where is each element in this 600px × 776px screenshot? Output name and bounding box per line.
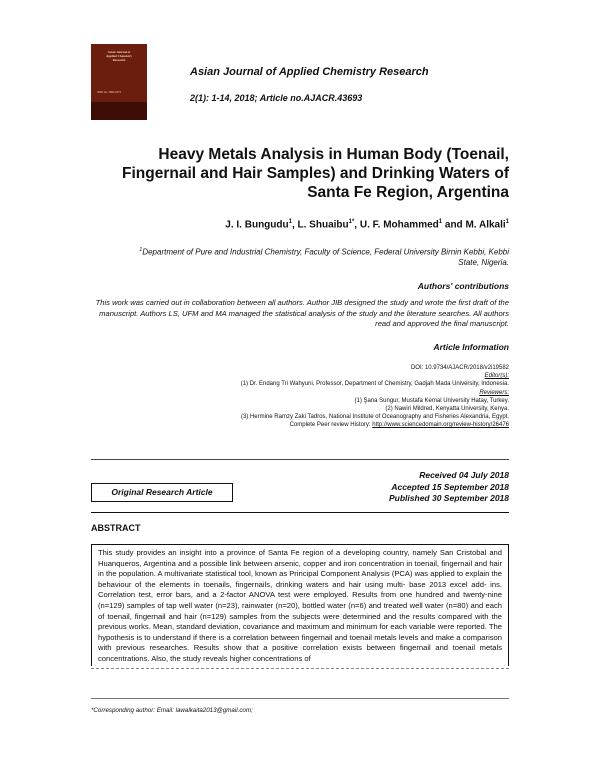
author-separator: , xyxy=(354,219,360,231)
cover-title-line-2: Applied Chemistry xyxy=(106,54,132,58)
corresponding-author-footnote: *Corresponding author: Email: lawalkaita2013@gmail.com; xyxy=(91,707,253,714)
author-name: J. I. Bungudu xyxy=(225,219,289,231)
contributions-text: This work was carried out in collaboration between all authors. Author JIB designed the study and wrote the first draft of the manuscript. Authors LS, UFM and MA managed the statistical analysis of the study and the literature searches. All authors read and approved the final manuscript. xyxy=(95,298,509,328)
article-dates xyxy=(389,470,509,505)
abstract-heading: ABSTRACT xyxy=(91,523,141,533)
received-date: Received 04 July 2018 xyxy=(419,470,509,480)
author-name: M. Alkali xyxy=(465,219,506,231)
divider-line xyxy=(91,512,509,513)
author-affiliation-mark: 1 xyxy=(288,219,292,225)
published-date: Published 30 September 2018 xyxy=(389,493,509,503)
affiliation-text: Department of Pure and Industrial Chemistry, Faculty of Science, Federal University Birnin Kebbi, Kebbi State, Nigeria. xyxy=(142,247,509,268)
abstract-text: This study provides an insight into a province of Santa Fe region of a developing country, namely San Cristobal and Huanqueros, Argentina and a possible link between arsenic, copper and iron concentration in toenail, fingernail and hair in the population. A multivariate statistical tool, known as Principal Component Analysis (PCA) was applied to explain the behaviour of the elements in toenails, fingernails, drinking waters and hair using multi- base 2013 excel add- ins. Correlation test, error bars, and a 2-factor ANOVA test were employed. Results from one hundred and twenty-nine (n=129) samples of tap well water (n=23), rainwater (n=20), bottled water (n=6) and treated well water (n=80) and each of toenail, fingernail and hair (n=129) samples from the subjects were determined and the results compared with the previous works. Mean, standard deviation, covariance and maximum and minimum for each variable were reported. The hypothesis is to understand if there is a correlation between fingernail and toenail metals levels and make a comparison with previous researches. Results show that a positive correlation exists between fingernail and toenail metals concentrations. Also, the study reveals higher concentrations of xyxy=(98,548,502,663)
divider-line xyxy=(91,459,509,460)
journal-citation: 2(1): 1-14, 2018; Article no.AJACR.43693 xyxy=(190,93,363,103)
page-break-line xyxy=(91,668,509,669)
author-name: U. F. Mohammed xyxy=(359,219,439,231)
author-and: and xyxy=(442,219,466,231)
footnote-rule xyxy=(91,698,509,699)
reviewer-item: (2) Nawiri Mildred, Kenyatta University, Kenya. xyxy=(385,406,509,413)
article-info-block xyxy=(89,364,509,430)
affiliation-mark: 1 xyxy=(139,247,143,253)
peer-review-label: Complete Peer review History: xyxy=(289,422,373,429)
cover-title-line-1: Asian Journal of xyxy=(107,50,131,54)
reviewer-item: (3) Hermine Ramzy Zaki Tadros, National Institute of Oceanography and Fisheries Alexandria, Egypt. xyxy=(240,414,509,421)
author-name: L. Shuaibu xyxy=(297,219,349,231)
author-separator: , xyxy=(291,219,298,231)
author-affiliation xyxy=(129,245,509,269)
editor-label: Editor(s): xyxy=(484,373,509,380)
reviewers-label: Reviewers: xyxy=(479,389,509,396)
article-info-heading: Article Information xyxy=(433,342,509,352)
accepted-date: Accepted 15 September 2018 xyxy=(391,481,509,492)
abstract-box xyxy=(91,544,509,666)
article-type-box: Original Research Article xyxy=(91,483,233,502)
cover-title-line-3: Research xyxy=(112,58,126,62)
contributions-heading: Authors' contributions xyxy=(417,281,509,291)
author-affiliation-mark: 1 xyxy=(505,219,509,225)
reviewer-item: (1) Şana Sungur, Mustafa Kemal University Hatay, Turkey. xyxy=(354,397,509,404)
doi-text: DOI: 10.9734/AJACR/2018/v2i19582 xyxy=(410,365,509,371)
author-affiliation-mark: 1 xyxy=(438,219,443,225)
author-affiliation-mark: 1* xyxy=(348,219,355,225)
peer-review-link[interactable]: http://www.sciencedomain.org/review-history/26476 xyxy=(372,422,509,429)
author-list xyxy=(225,219,509,230)
editor-text: (1) Dr. Endang Tri Wahyuni, Professor, Department of Chemistry, Gadjah Mada University, Indonesia. xyxy=(240,381,509,388)
peer-review-history xyxy=(89,421,509,429)
journal-cover-image xyxy=(91,44,147,120)
cover-band xyxy=(91,102,147,120)
cover-title xyxy=(96,50,142,62)
cover-issn: ISSN No. 2582-0273 xyxy=(97,91,121,94)
journal-name: Asian Journal of Applied Chemistry Research xyxy=(190,66,429,78)
paper-title: Heavy Metals Analysis in Human Body (Toenail, Fingernail and Hair Samples) and Drinking Waters of Santa Fe Region, Argentina xyxy=(122,146,509,201)
